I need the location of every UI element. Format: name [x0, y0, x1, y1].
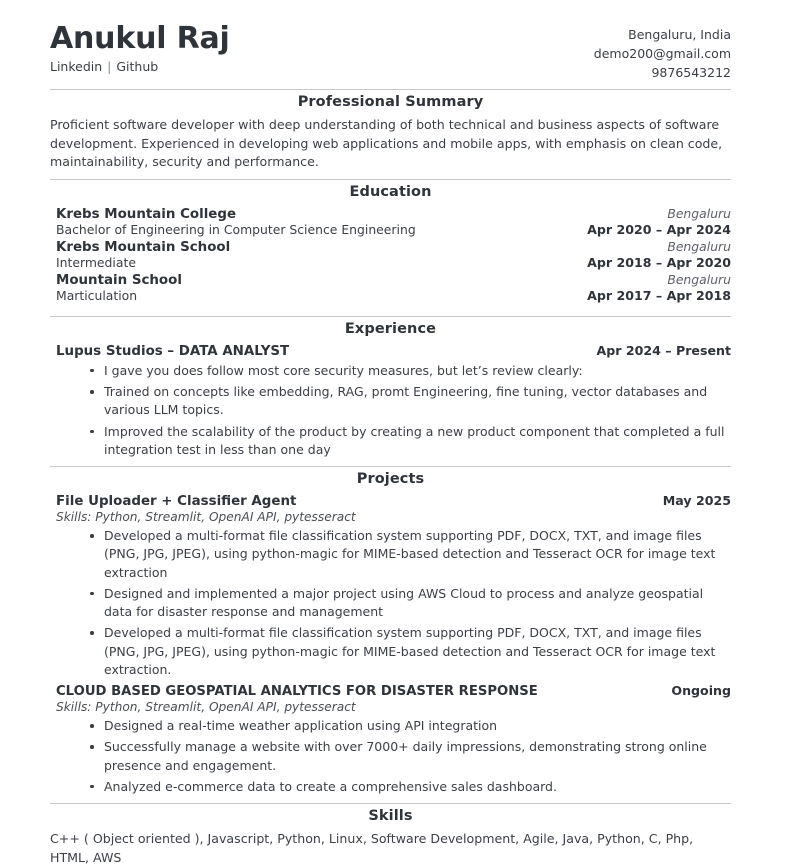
list-item: Designed and implemented a major project using AWS Cloud to process and analyze geospatial data for disaster response and management	[90, 585, 731, 622]
education-institution: Krebs Mountain School	[56, 239, 231, 255]
education-dates: Apr 2020 – Apr 2024	[587, 221, 731, 237]
resume-header	[50, 22, 731, 82]
project-skills: Skills: Python, Streamlit, OpenAI API, pytesseract	[56, 700, 356, 715]
list-item: Developed a multi-format file classification system supporting PDF, DOCX, TXT, and image files (PNG, JPG, JPEG), using python-magic for MIME-based detection and Tesseract OCR for image text extraction	[90, 527, 731, 582]
list-item: Developed a multi-format file classification system supporting PDF, DOCX, TXT, and image files (PNG, JPG, JPEG), using python-magic for MIME-based detection and Tesseract OCR for image text extraction.	[90, 624, 731, 679]
header-identity	[50, 22, 230, 76]
project-dates: May 2025	[662, 493, 731, 509]
section-experience	[50, 316, 731, 459]
project-title: CLOUD BASED GEOSPATIAL ANALYTICS FOR DISASTER RESPONSE	[56, 684, 538, 700]
section-title-skills: Skills	[368, 808, 413, 825]
link-separator: |	[107, 58, 112, 74]
section-projects	[50, 466, 731, 796]
section-divider	[50, 803, 731, 804]
education-entry	[50, 239, 731, 270]
education-location: Bengaluru	[667, 238, 731, 254]
education-entry	[50, 206, 731, 237]
contact-location: Bengaluru, India	[628, 27, 731, 42]
candidate-name: Anukul Raj	[50, 21, 230, 56]
section-title-projects: Projects	[356, 471, 425, 488]
list-item: Successfully manage a website with over 7000+ daily impressions, demonstrating strong online presence and engagement.	[90, 738, 731, 775]
contact-block	[594, 22, 731, 82]
project-skills: Skills: Python, Streamlit, OpenAI API, pytesseract	[56, 510, 356, 525]
project-bullet-list	[50, 717, 731, 796]
list-item: Trained on concepts like embedding, RAG, promt Engineering, fine tuning, vector databases and various LLM topics.	[90, 383, 731, 420]
section-title-education: Education	[349, 183, 432, 200]
list-item: Designed a real-time weather application using API integration	[90, 717, 731, 735]
section-divider	[50, 89, 731, 90]
experience-entry	[50, 343, 731, 459]
experience-dates: Apr 2024 – Present	[596, 342, 731, 358]
education-degree: Marticulation	[56, 287, 138, 303]
section-divider	[50, 466, 731, 467]
linkedin-link[interactable]: Linkedin	[50, 58, 103, 74]
experience-bullet-list	[50, 362, 731, 459]
education-location: Bengaluru	[667, 271, 731, 287]
contact-phone[interactable]: 9876543212	[651, 65, 731, 80]
profile-links	[50, 58, 230, 77]
education-entry	[50, 272, 731, 303]
project-entry	[50, 493, 731, 679]
skills-text: C++ ( Object oriented ), Javascript, Python, Linux, Software Development, Agile, Java, Python, C, Php, HTML, AWS	[50, 831, 694, 866]
project-bullet-list	[50, 527, 731, 679]
project-dates: Ongoing	[671, 683, 731, 699]
section-title-summary: Professional Summary	[297, 94, 484, 110]
education-dates: Apr 2018 – Apr 2020	[587, 254, 731, 270]
section-skills	[50, 803, 731, 868]
contact-email[interactable]: demo200@gmail.com	[593, 46, 731, 61]
education-dates: Apr 2017 – Apr 2018	[587, 287, 731, 303]
education-institution: Mountain School	[56, 272, 182, 288]
education-degree: Bachelor of Engineering in Computer Science Engineering	[56, 221, 416, 237]
list-item: Improved the scalability of the product by creating a new product component that completed a full integration test in less than one day	[90, 423, 731, 460]
summary-text: Proficient software developer with deep understanding of both technical and business aspects of software development. Experienced in developing web applications and mobile apps, with emphasis on clean code, maintainability, security and performance.	[50, 117, 723, 170]
github-link[interactable]: Github	[116, 58, 159, 74]
section-professional-summary	[50, 89, 731, 172]
project-entry	[50, 683, 731, 796]
section-education	[50, 179, 731, 309]
section-divider	[50, 179, 731, 180]
education-institution: Krebs Mountain College	[56, 206, 237, 222]
section-divider	[50, 316, 731, 317]
experience-title: Lupus Studios – DATA ANALYST	[56, 343, 290, 359]
list-item: I gave you does follow most core security measures, but let’s review clearly:	[90, 362, 731, 380]
project-title: File Uploader + Classifier Agent	[56, 494, 297, 510]
education-degree: Intermediate	[56, 254, 136, 270]
education-location: Bengaluru	[667, 205, 731, 221]
list-item: Analyzed e-commerce data to create a comprehensive sales dashboard.	[90, 778, 731, 796]
section-title-experience: Experience	[344, 320, 437, 337]
